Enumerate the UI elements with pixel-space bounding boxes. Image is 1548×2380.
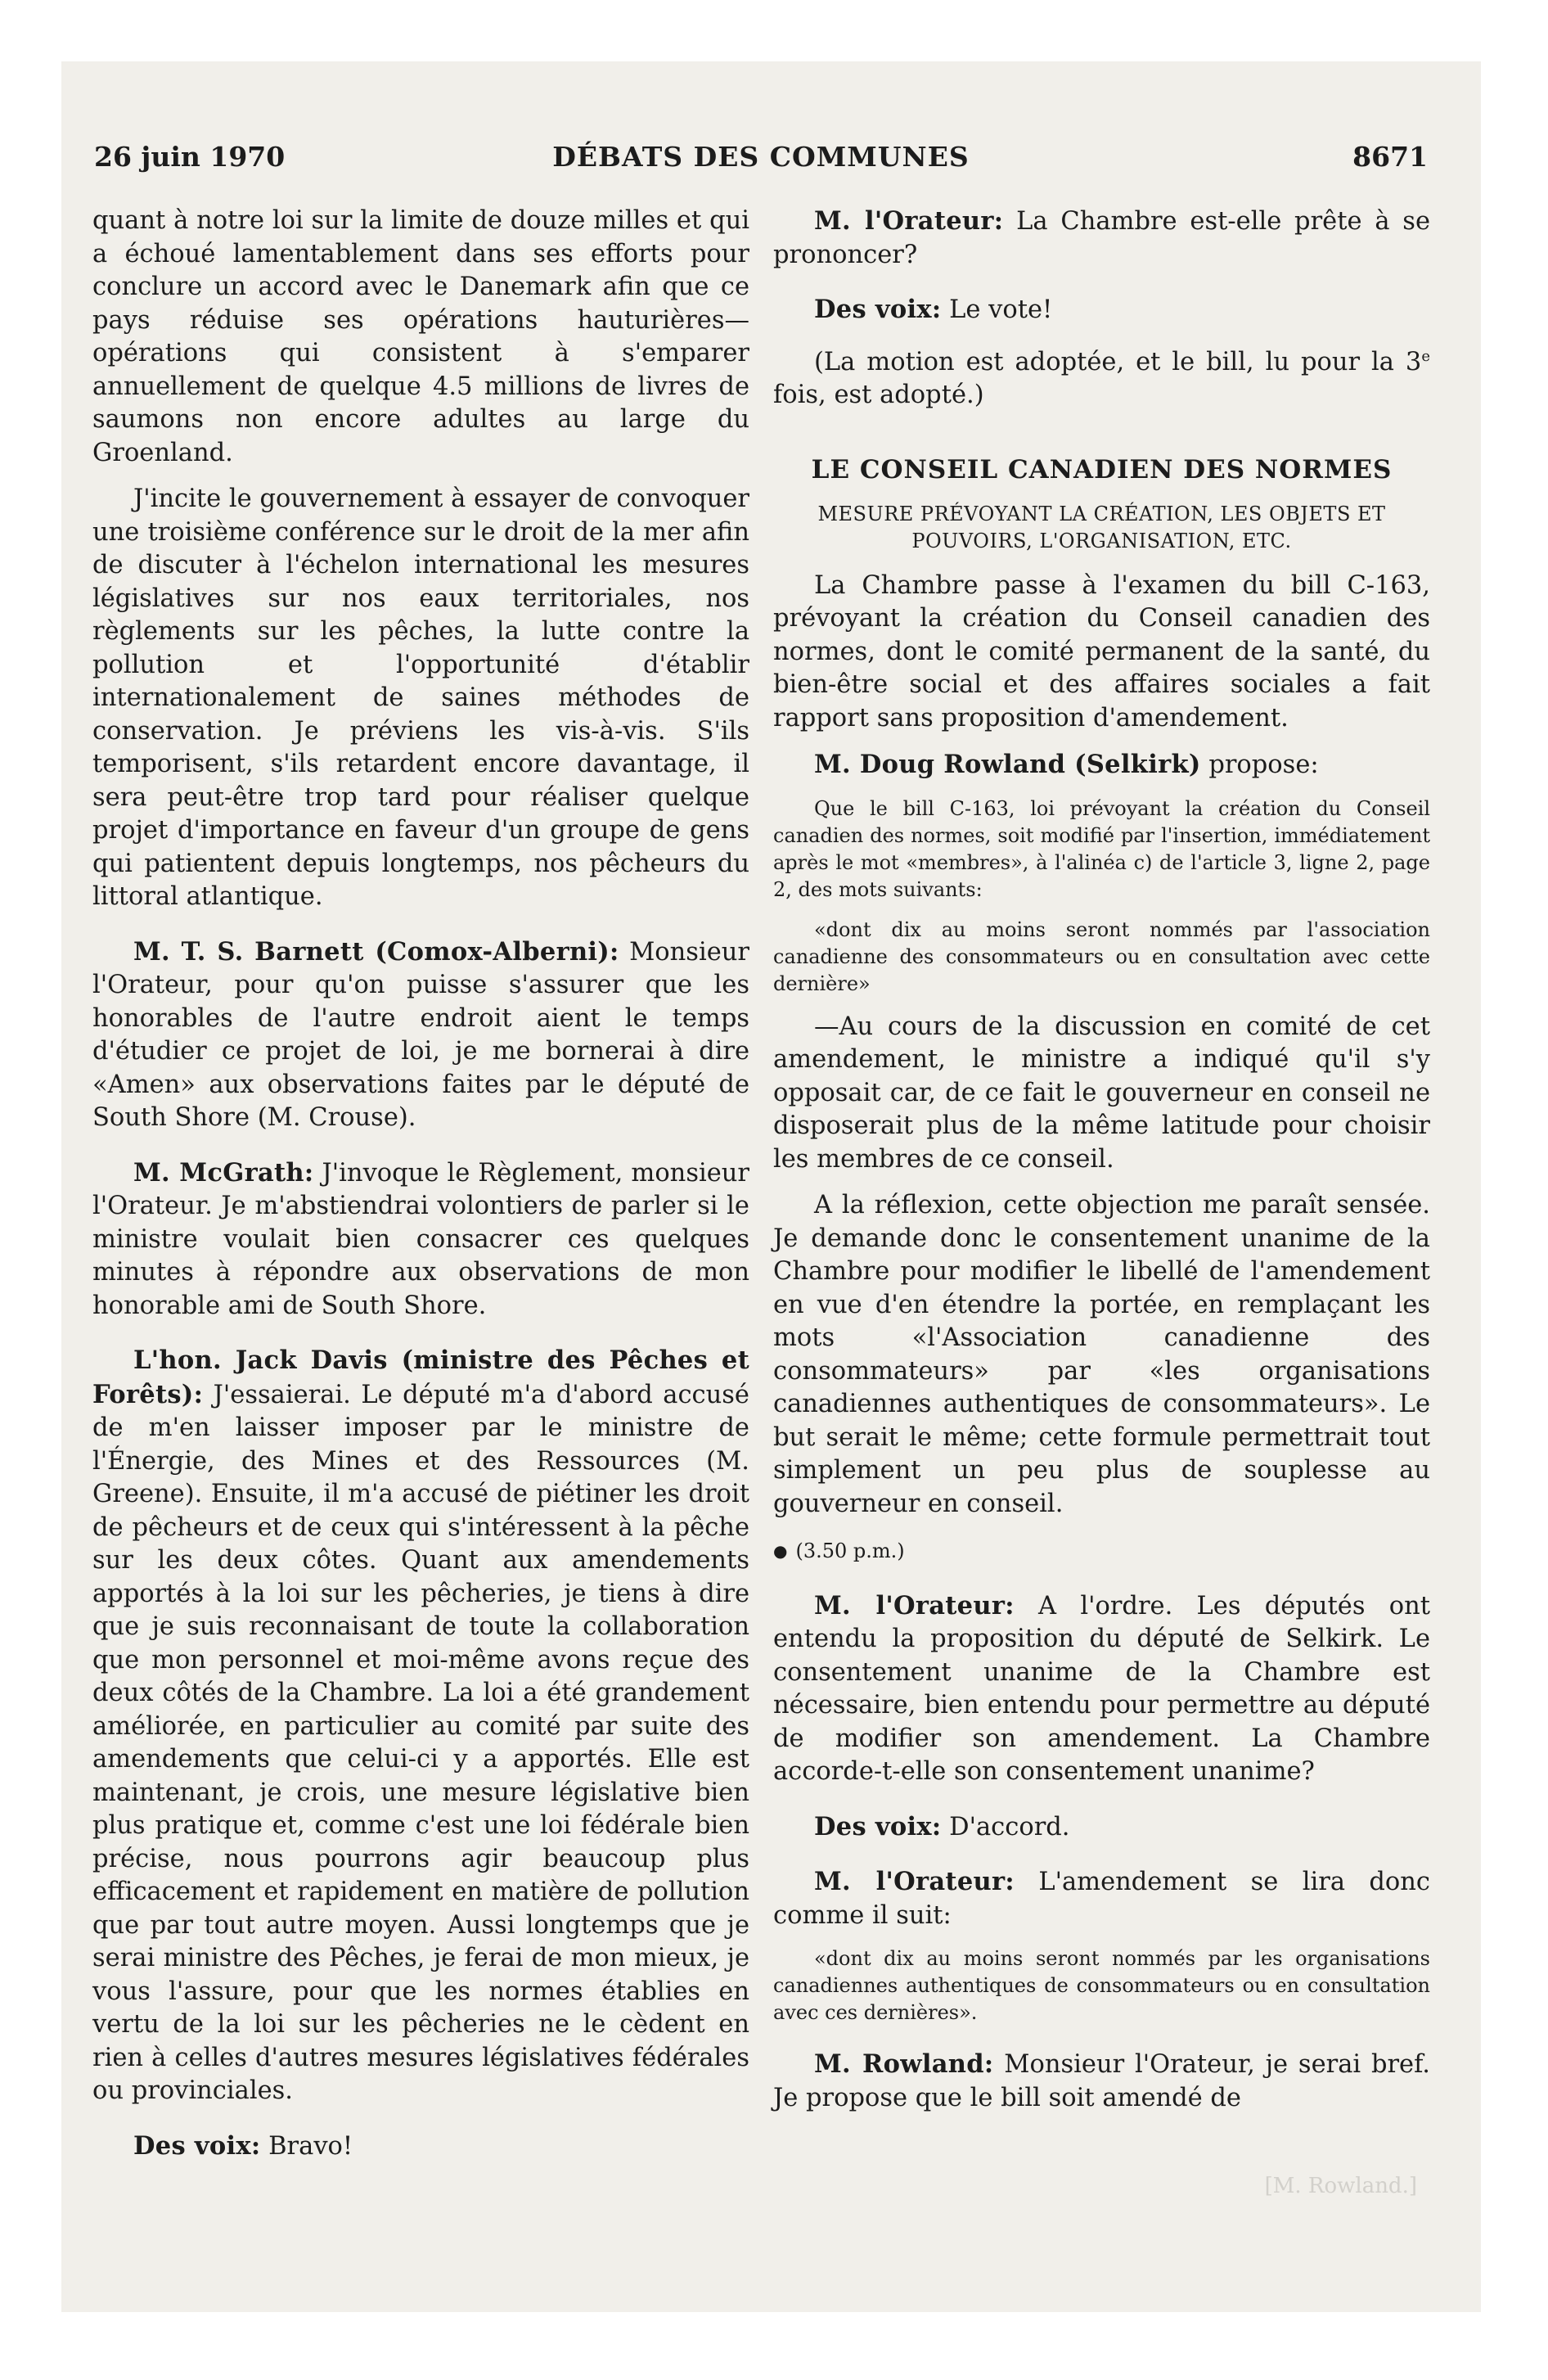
speech <box>773 1865 1430 1932</box>
header-title: DÉBATS DES COMMUNES <box>552 141 970 173</box>
speech <box>92 2130 749 2164</box>
header-page-number: 8671 <box>1352 141 1428 173</box>
section-subtitle: MESURE PRÉVOYANT LA CRÉATION, LES OBJETS ET POUVOIRS, L'ORGANISATION, ETC. <box>817 502 1386 552</box>
speech-text: Monsieur l'Orateur, je serai bref. Je propose que le bill soit amendé de <box>773 2050 1430 2112</box>
section-title: LE CONSEIL CANADIEN DES NORMES <box>811 454 1393 485</box>
bullet-icon: ● <box>773 1540 788 1561</box>
speaker-name: Des voix: <box>814 1811 942 1841</box>
speech <box>773 293 1430 327</box>
speech-text: propose: <box>1200 751 1319 780</box>
speaker-name: L'hon. Jack Davis (ministre des Pêches et Forêts): <box>92 1346 749 1409</box>
time-text: (3.50 p.m.) <box>795 1539 905 1563</box>
speech <box>92 1344 749 2108</box>
speaker-name: M. Rowland: <box>814 2049 994 2080</box>
speech-text: J'invoque le Règlement, monsieur l'Orateur. Je m'abstiendrai volontiers de parler si le ministre voulait bien consacrer ces quelques minutes à répondre aux observations de mon honorable ami de South Shore. <box>92 1158 749 1320</box>
paragraph: quant à notre loi sur la limite de douze milles et qui a échoué lamentablement dans ses efforts pour conclure un accord avec le Danemark afin que ce pays réduise ses opérations hauturières—opérations qui consistent à s'emparer annuellement de quelque 4.5 millions de livres de saumons non encore adultes au large du Groenland. <box>92 206 749 467</box>
speech-text: Monsieur l'Orateur, pour qu'on puisse s'assurer que les honorables de l'autre endroit aient le temps d'étudier ce projet de loi, je me bornerai à dire «Amen» aux observations faites par le député de South Shore (M. Crouse). <box>92 937 749 1132</box>
speaker-name: M. T. S. Barnett (Comox-Alberni): <box>133 936 619 967</box>
motion-result: (La motion est adoptée, et le bill, lu pour la 3e fois, est adopté.) <box>773 347 1430 410</box>
speech <box>92 935 749 1135</box>
speech-text: J'essaierai. Le député m'a d'abord accusé de m'en laisser imposer par le ministre de l'Énergie, des Mines et des Ressources (M. Greene). Ensuite, il m'a accusé de piétiner les droit de pêcheurs et de ceux qui s'intéressent à la pêche sur les deux côtes. Quant aux amendements apportés à la loi sur les pêcheries, je tiens à dire que je suis reconnaisant de toute la collaboration que mon personnel et moi-même avons reçue des deux côtés de la Chambre. La loi a été grandement améliorée, en particulier au comité par suite des amendements que celui-ci y a apportés. Elle est maintenant, je crois, une mesure législative bien plus pratique et, comme c'est une loi fédérale bien précise, nous pourrons agir beaucoup plus efficacement et rapidement en matière de pollution que par tout autre moyen. Aussi longtemps que je serai ministre des Pêches, je ferai de mon mieux, je vous l'assure, pour que les normes établies en vertu de la loi sur les pêcheries ne le cèdent en rien à celles d'autres mesures législatives fédérales ou provinciales. <box>92 1380 749 2105</box>
time-stamp <box>773 1534 1430 1568</box>
speaker-name: M. Doug Rowland (Selkirk) <box>814 750 1201 780</box>
motion-text: Que le bill C-163, loi prévoyant la création du Conseil canadien des normes, soit modifié par l'insertion, immédiatement après le mot «membres», à l'alinéa c) de l'article 3, ligne 2, page 2, des mots suivants: <box>773 796 1430 901</box>
page-header <box>94 141 1428 182</box>
quoted-amendment: «dont dix au moins seront nommés par l'association canadienne des consommateurs ou en consultation avec cette dernière» <box>773 917 1430 995</box>
speech-text: L'amendement se lira donc comme il suit: <box>773 1868 1431 1930</box>
speech <box>773 205 1430 272</box>
paragraph: J'incite le gouvernement à essayer de convoquer une troisième conférence sur le droit de la mer afin de discuter à l'échelon international les mesures législatives sur nos eaux territoriales, nos règlements sur les pêches, la lutte contre la pollution et l'opportunité d'établir internationalement de saines méthodes de conservation. Je préviens les vis-à-vis. S'ils temporisent, s'ils retardent encore davantage, il sera peut-être trop tard pour réaliser quelque projet d'importance en faveur d'un groupe de gens qui patientent depuis longtemps, nos pêcheurs du littoral atlantique. <box>92 485 749 911</box>
speaker-name: M. McGrath: <box>133 1157 314 1188</box>
speaker-name: Des voix: <box>814 295 942 324</box>
header-date: 26 juin 1970 <box>94 141 286 173</box>
speaker-name: M. l'Orateur: <box>814 1590 1015 1620</box>
speech-text: A l'ordre. Les députés ont entendu la proposition du député de Selkirk. Le consentement unanime de la Chambre est nécessaire, bien entendu pour permettre au député de modifier son amendement. La Chambre accorde-t-elle son consentement unanime? <box>773 1591 1430 1787</box>
quoted-amendment: «dont dix au moins seront nommés par les organisations canadiennes authentiques de consommateurs ou en consultation avec ces dernières». <box>773 1947 1430 2025</box>
paragraph: A la réflexion, cette objection me paraît sensée. Je demande donc le consentement unanime de la Chambre pour modifier le libellé de l'amendement en vue d'en étendre la portée, en remplaçant les mots «l'Association canadienne des consommateurs» par «les organisations canadiennes authentiques de consommateurs». Le but serait le même; cette formule permettrait tout simplement un peu plus de souplesse au gouverneur en conseil. <box>773 1191 1430 1518</box>
paragraph: —Au cours de la discussion en comité de cet amendement, le ministre a indiqué qu'il s'y opposait car, de ce fait le gouverneur en conseil ne disposerait plus de la même latitude pour choisir les membres de ce conseil. <box>773 1012 1430 1174</box>
speech-text: Bravo! <box>260 2131 353 2161</box>
speech-text: Le vote! <box>941 295 1053 324</box>
speaker-name: M. l'Orateur: <box>814 206 1004 236</box>
speaker-name: Des voix: <box>133 2130 261 2161</box>
speech <box>773 748 1430 782</box>
speech <box>92 1156 749 1323</box>
right-column <box>773 205 1430 2128</box>
speech <box>773 1810 1430 1845</box>
left-column <box>92 205 749 2176</box>
paragraph: La Chambre passe à l'examen du bill C-163, prévoyant la création du Conseil canadien des normes, dont le comité permanent de la santé, du bien-être social et des affaires sociales a fait rapport sans proposition d'amendement. <box>773 570 1430 732</box>
speech-text: La Chambre est-elle prête à se prononcer? <box>773 207 1430 269</box>
speaker-name: M. l'Orateur: <box>814 1867 1015 1897</box>
bleed-through-text: [M. Rowland.] <box>1264 2174 1417 2198</box>
speech <box>773 2048 1430 2115</box>
speech <box>773 1589 1430 1789</box>
speech-text: D'accord. <box>941 1812 1070 1841</box>
